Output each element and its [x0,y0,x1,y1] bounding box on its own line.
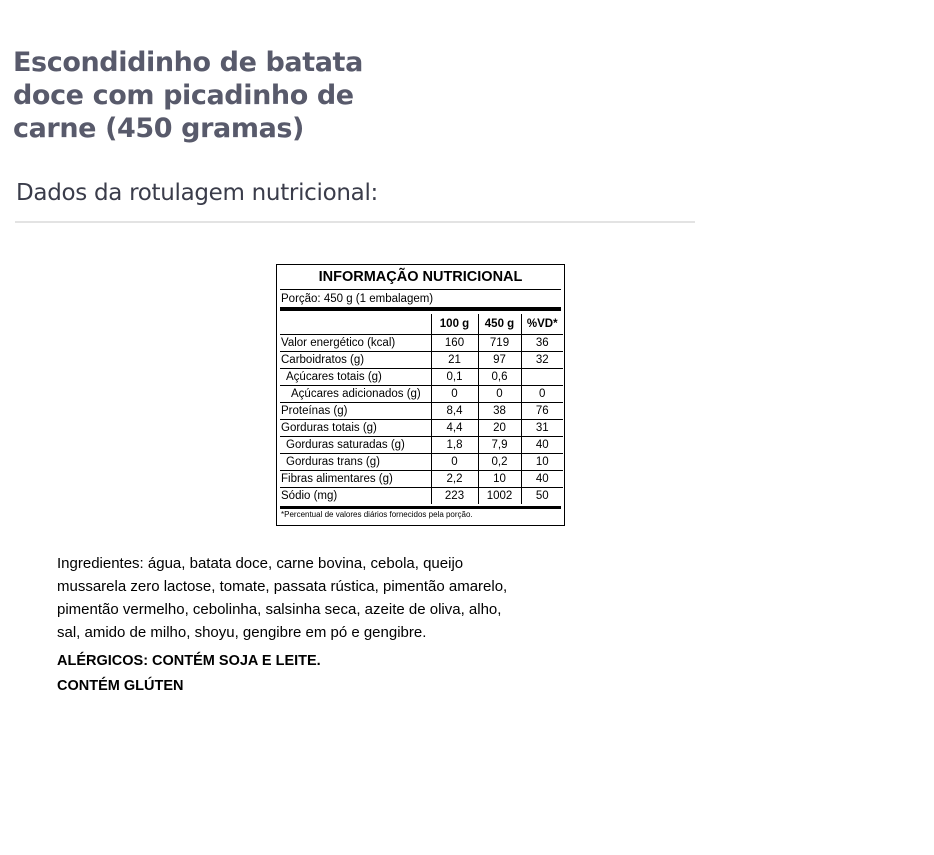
value-vd: 0 [521,386,563,403]
table-row [280,454,563,471]
section-divider [15,221,695,223]
value-per-450g: 0,2 [478,454,521,471]
table-row [280,335,563,352]
table-row [280,420,563,437]
value-per-450g: 1002 [478,488,521,505]
value-per-450g: 38 [478,403,521,420]
table-row [280,369,563,386]
value-vd: 40 [521,471,563,488]
value-vd: 76 [521,403,563,420]
product-title: Escondidinho de batata doce com picadinho de carne (450 gramas) [13,47,363,144]
header-per-100g: 100 g [431,314,478,335]
table-row [280,488,563,505]
value-per-450g: 10 [478,471,521,488]
label-rule-thick [280,307,561,311]
value-vd: 10 [521,454,563,471]
value-vd: 50 [521,488,563,505]
value-per-100g: 0 [431,386,478,403]
value-per-450g: 20 [478,420,521,437]
table-row [280,471,563,488]
value-vd [521,369,563,386]
nutrient-name: Gorduras trans (g) [280,454,431,471]
value-per-450g: 7,9 [478,437,521,454]
table-row [280,403,563,420]
value-per-100g: 4,4 [431,420,478,437]
nutrient-name: Gorduras saturadas (g) [280,437,431,454]
value-per-100g: 0,1 [431,369,478,386]
value-per-100g: 1,8 [431,437,478,454]
value-per-100g: 0 [431,454,478,471]
nutrient-name: Carboidratos (g) [280,352,431,369]
header-nutrient [280,314,431,335]
nutrition-label-title: INFORMAÇÃO NUTRICIONAL [318,269,523,285]
table-row [280,352,563,369]
value-vd: 40 [521,437,563,454]
header-per-450g: 450 g [478,314,521,335]
table-row [280,437,563,454]
value-per-100g: 8,4 [431,403,478,420]
label-rule [280,289,561,290]
nutrition-facts-label [276,264,565,526]
header-vd: %VD* [521,314,563,335]
nutrient-name: Gorduras totais (g) [280,420,431,437]
nutrient-name: Fibras alimentares (g) [280,471,431,488]
value-per-100g: 223 [431,488,478,505]
value-vd: 31 [521,420,563,437]
value-per-450g: 0 [478,386,521,403]
value-per-450g: 97 [478,352,521,369]
value-per-100g: 21 [431,352,478,369]
value-per-450g: 719 [478,335,521,352]
ingredients-text: Ingredientes: água, batata doce, carne bovina, cebola, queijo mussarela zero lactose, tomate, passata rústica, pimentão amarelo, pimentão vermelho, cebolinha, salsinha seca, azeite de oliva, alho, sal, amido de milho, shoyu, gengibre em pó e gengibre. [57,555,508,641]
gluten-warning: CONTÉM GLÚTEN [57,678,184,694]
nutrient-name: Proteínas (g) [280,403,431,420]
portion-size: Porção: 450 g (1 embalagem) [281,293,434,305]
table-row [280,386,563,403]
value-per-100g: 160 [431,335,478,352]
value-per-450g: 0,6 [478,369,521,386]
nutrition-section-heading: Dados da rotulagem nutricional: [16,180,378,206]
table-header-row [280,314,563,335]
allergens-warning: ALÉRGICOS: CONTÉM SOJA E LEITE. [57,653,321,669]
label-footnote: *Percentual de valores diários fornecidos pela porção. [281,510,473,519]
nutrient-name: Sódio (mg) [281,490,338,502]
label-rule-thick-bottom [280,506,561,509]
nutrient-name: Açúcares totais (g) [280,369,431,386]
value-per-100g: 2,2 [431,471,478,488]
nutrient-name: Açúcares adicionados (g) [280,386,431,403]
nutrition-table [280,314,563,504]
value-vd: 36 [521,335,563,352]
value-vd: 32 [521,352,563,369]
nutrient-name: Valor energético (kcal) [280,335,431,352]
